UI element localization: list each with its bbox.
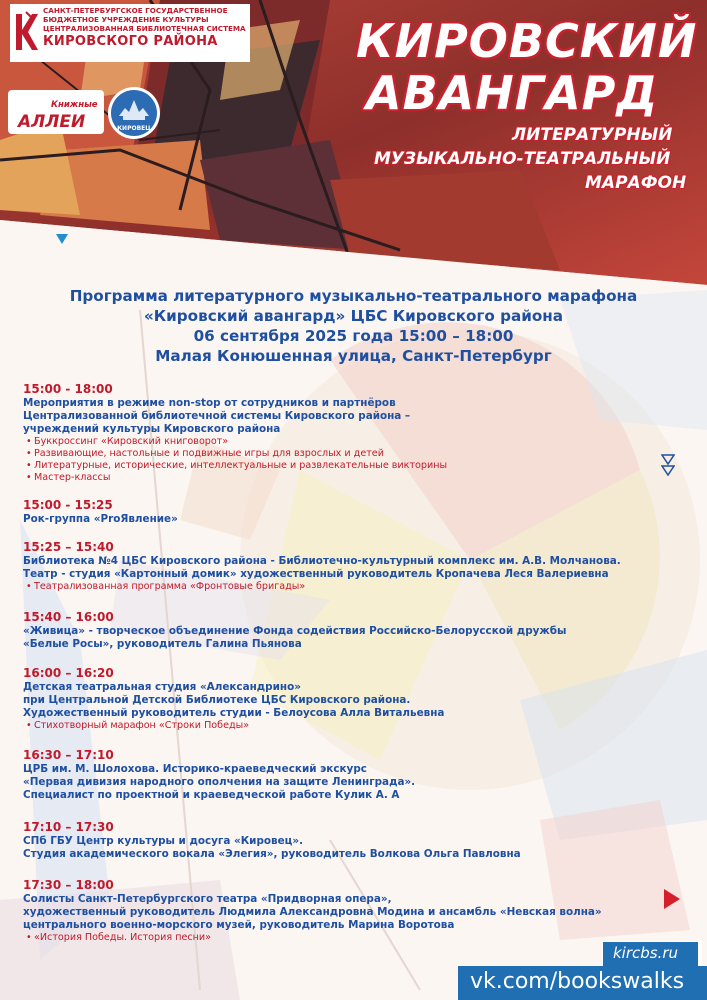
heading-line: Малая Конюшенная улица, Санкт-Петербург	[155, 347, 552, 365]
program-line: Художественный руководитель студии - Белоусова Алла Витальевна	[23, 707, 445, 719]
heading-line: 06 сентября 2025 года 15:00 – 18:00	[193, 327, 514, 345]
program-bullet: • Театрализованная программа «Фронтовые бригады»	[23, 581, 673, 593]
org-line: САНКТ-ПЕТЕРБУРГСКОЕ ГОСУДАРСТВЕННОЕ	[43, 6, 228, 15]
program-line: «Живица» - творческое объединение Фонда содействия Российско-Белорусской дружбы	[23, 625, 567, 637]
program-line: художественный руководитель Людмила Александровна Модина и ансамбль «Невская волна»	[23, 906, 602, 918]
vk-link[interactable]: vk.com/bookswalks	[470, 969, 685, 994]
program-bullet: • «История Победы. История песни»	[23, 932, 673, 944]
program-line: Детская театральная студия «Александрино»	[23, 681, 301, 693]
program-time: 15:40 – 16:00	[23, 610, 114, 624]
program-line: Театр - студия «Картонный домик» художественный руководитель Кропачева Леся Валериевна	[23, 568, 609, 580]
program-line: учреждений культуры Кировского района	[23, 423, 281, 435]
website-link[interactable]: kircbs.ru	[613, 944, 679, 962]
program-heading	[0, 286, 707, 366]
heading-line: «Кировский авангард» ЦБС Кировского района	[143, 307, 564, 325]
heading-line: Программа литературного музыкально-театрального марафона	[69, 287, 638, 305]
vk-banner[interactable]	[458, 966, 707, 1000]
program-item	[23, 540, 673, 593]
alley-logo-small-text: Книжные	[51, 100, 98, 110]
program-item	[23, 382, 673, 484]
website-badge[interactable]	[602, 941, 702, 967]
kirovets-logo-text: КИРОВЕЦ	[117, 125, 151, 132]
program-time: 15:00 - 15:25	[23, 498, 113, 512]
program-line: ЦРБ им. М. Шолохова. Историко-краеведческий экскурс	[23, 763, 367, 775]
program-time: 16:30 – 17:10	[23, 748, 114, 762]
alley-logo-big-text: АЛЛЕИ	[18, 112, 86, 132]
program-line: Студия академического вокала «Элегия», руководитель Волкова Ольга Павловна	[23, 848, 521, 860]
program-time: 15:25 – 15:40	[23, 540, 114, 554]
program-bullet: • Стихотворный марафон «Строки Победы»	[23, 720, 673, 732]
program-item	[23, 498, 673, 526]
program-line: СПб ГБУ Центр культуры и досуга «Кировец».	[23, 835, 304, 847]
program-bullet: • Мастер-классы	[23, 472, 673, 484]
program-item	[23, 748, 673, 802]
organization-logo	[10, 4, 250, 62]
program-time: 15:00 - 18:00	[23, 382, 113, 396]
program-line: Мероприятия в режиме non-stop от сотрудников и партнёров	[23, 397, 396, 409]
program-line: Солисты Санкт-Петербургского театра «Придворная опера»,	[23, 893, 392, 905]
program-line: при Центральной Детской Библиотеке ЦБС Кировского района.	[23, 694, 411, 706]
program-time: 17:10 – 17:30	[23, 820, 114, 834]
program-item	[23, 666, 673, 732]
subtitle-line-3: МАРАФОН	[585, 173, 687, 193]
title-line-2: АВАНГАРД	[366, 66, 659, 120]
subtitle-line-2: МУЗЫКАЛЬНО-ТЕАТРАЛЬНЫЙ	[374, 149, 671, 169]
org-line: БЮДЖЕТНОЕ УЧРЕЖДЕНИЕ КУЛЬТУРЫ	[43, 15, 209, 24]
program-line: «Первая дивизия народного ополчения на защите Ленинграда».	[23, 776, 416, 788]
program-time: 16:00 – 16:20	[23, 666, 114, 680]
program-item	[23, 878, 673, 944]
program-line: Библиотека №4 ЦБС Кировского района - Библиотечно-культурный комплекс им. А.В. Молчанова.	[23, 555, 621, 567]
program-line: центрального военно-морского музей, руководитель Марина Воротова	[23, 919, 455, 931]
program-bullet: • Литературные, исторические, интеллектуальные и развлекательные викторины	[23, 460, 673, 472]
subtitle-line-1: ЛИТЕРАТУРНЫЙ	[512, 125, 673, 145]
program-time: 17:30 – 18:00	[23, 878, 114, 892]
program-bullet: • Развивающие, настольные и подвижные игры для взрослых и детей	[23, 448, 673, 460]
program-item	[23, 610, 673, 651]
program-line: Рок-группа «ProЯвление»	[23, 513, 178, 525]
org-line: ЦЕНТРАЛИЗОВАННАЯ БИБЛИОТЕЧНАЯ СИСТЕМА	[43, 24, 246, 33]
org-district: КИРОВСКОГО РАЙОНА	[43, 34, 218, 49]
program-line: «Белые Росы», руководитель Галина Пьянова	[23, 638, 302, 650]
organization-name	[43, 6, 248, 50]
program-line: Специалист по проектной и краеведческой работе Кулик А. А	[23, 789, 400, 801]
program-item	[23, 820, 673, 861]
program-line: Централизованной библиотечной системы Кировского района –	[23, 410, 411, 422]
library-logo-icon	[12, 10, 40, 54]
triangle-icon	[56, 234, 68, 244]
title-line-1: КИРОВСКИЙ	[356, 14, 698, 68]
program-bullet: • Буккроссинг «Кировский книговорот»	[23, 436, 673, 448]
